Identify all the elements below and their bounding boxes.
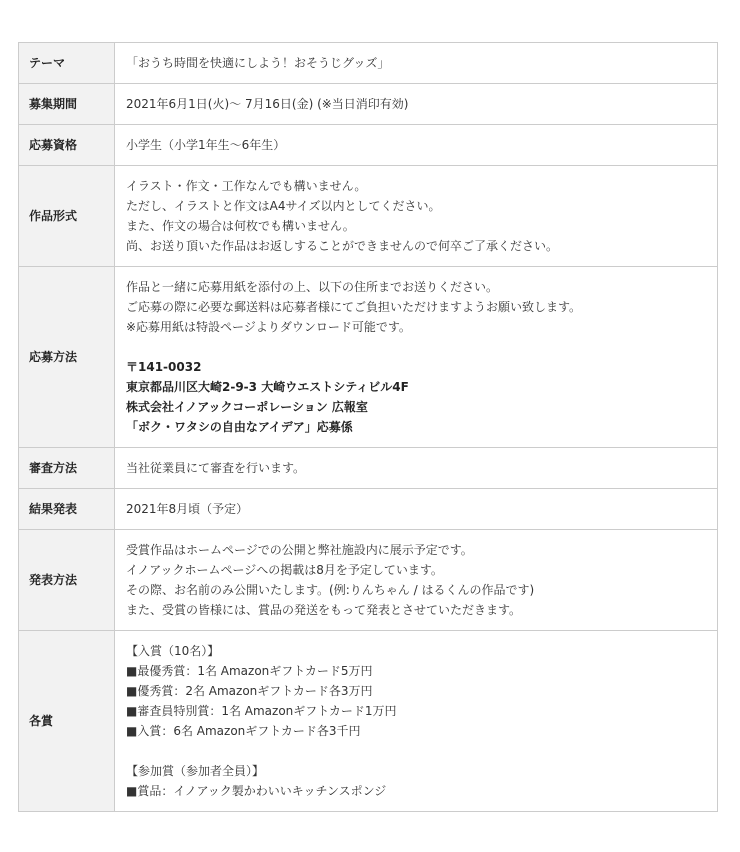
row-results	[19, 489, 718, 530]
prize-item: ■最優秀賞：1名 Amazonギフトカード5万円	[126, 664, 373, 678]
address-postal-code: 〒141-0032	[126, 360, 202, 374]
row-label: 募集期間	[19, 84, 115, 125]
address-street: 東京都品川区大崎2-9-3 大崎ウエストシティビル4F	[126, 380, 409, 394]
row-label: 各賞	[19, 631, 115, 812]
row-label: 発表方法	[19, 530, 115, 631]
row-value	[115, 267, 718, 448]
address-company: 株式会社イノアックコーポレーション 広報室	[126, 400, 368, 414]
value-line: 2021年6月1日(火)〜 7月16日(金) (※当日消印有効)	[126, 97, 409, 111]
value-line: ご応募の際に必要な郵送料は応募者様にてご負担いただけますようお願い致します。	[126, 300, 582, 314]
row-how-to-apply	[19, 267, 718, 448]
value-line: また、作文の場合は何枚でも構いません。	[126, 219, 355, 233]
row-value	[115, 631, 718, 812]
row-value	[115, 166, 718, 267]
value-line: イノアックホームページへの掲載は8月を予定しています。	[126, 563, 443, 577]
row-value	[115, 43, 718, 84]
row-period	[19, 84, 718, 125]
row-value	[115, 125, 718, 166]
prize-item: ■賞品：イノアック製かわいいキッチンスポンジ	[126, 784, 387, 798]
value-line: 当社従業員にて審査を行います。	[126, 461, 306, 475]
row-theme	[19, 43, 718, 84]
value-line: 小学生（小学1年生〜6年生）	[126, 138, 286, 152]
row-announcement	[19, 530, 718, 631]
prize-heading: 【参加賞（参加者全員）】	[126, 764, 265, 778]
value-line: ただし、イラストと作文はA4サイズ以内としてください。	[126, 199, 441, 213]
row-format	[19, 166, 718, 267]
value-line: 「おうち時間を快適にしよう！おそうじグッズ」	[126, 56, 390, 70]
spacer	[126, 741, 707, 761]
row-value	[115, 489, 718, 530]
prize-item: ■審査員特別賞：1名 Amazonギフトカード1万円	[126, 704, 397, 718]
details-table	[18, 42, 718, 812]
spacer	[126, 337, 707, 357]
row-label: 結果発表	[19, 489, 115, 530]
prize-heading: 【入賞（10名）】	[126, 644, 220, 658]
value-line: また、受賞の皆様には、賞品の発送をもって発表とさせていただきます。	[126, 603, 522, 617]
value-line: 尚、お送り頂いた作品はお返しすることができませんので何卒ご了承ください。	[126, 239, 559, 253]
value-line: ※応募用紙は特設ページよりダウンロード可能です。	[126, 320, 411, 334]
value-line: 受賞作品はホームページでの公開と弊社施設内に展示予定です。	[126, 543, 473, 557]
row-label: テーマ	[19, 43, 115, 84]
row-label: 審査方法	[19, 448, 115, 489]
row-label: 応募方法	[19, 267, 115, 448]
row-judging	[19, 448, 718, 489]
row-prizes	[19, 631, 718, 812]
prize-item: ■優秀賞：2名 Amazonギフトカード各3万円	[126, 684, 373, 698]
row-label: 作品形式	[19, 166, 115, 267]
value-line: その際、お名前のみ公開いたします。(例:りんちゃん / はるくんの作品です)	[126, 583, 535, 597]
row-value	[115, 84, 718, 125]
value-line: イラスト・作文・工作なんでも構いません。	[126, 179, 367, 193]
contest-details	[18, 42, 718, 812]
row-eligibility	[19, 125, 718, 166]
row-label: 応募資格	[19, 125, 115, 166]
address-recipient: 「ボク・ワタシの自由なアイデア」応募係	[126, 420, 353, 434]
row-value	[115, 530, 718, 631]
row-value	[115, 448, 718, 489]
value-line: 2021年8月頃（予定）	[126, 502, 249, 516]
value-line: 作品と一緒に応募用紙を添付の上、以下の住所までお送りください。	[126, 280, 499, 294]
prize-item: ■入賞：6名 Amazonギフトカード各3千円	[126, 724, 361, 738]
